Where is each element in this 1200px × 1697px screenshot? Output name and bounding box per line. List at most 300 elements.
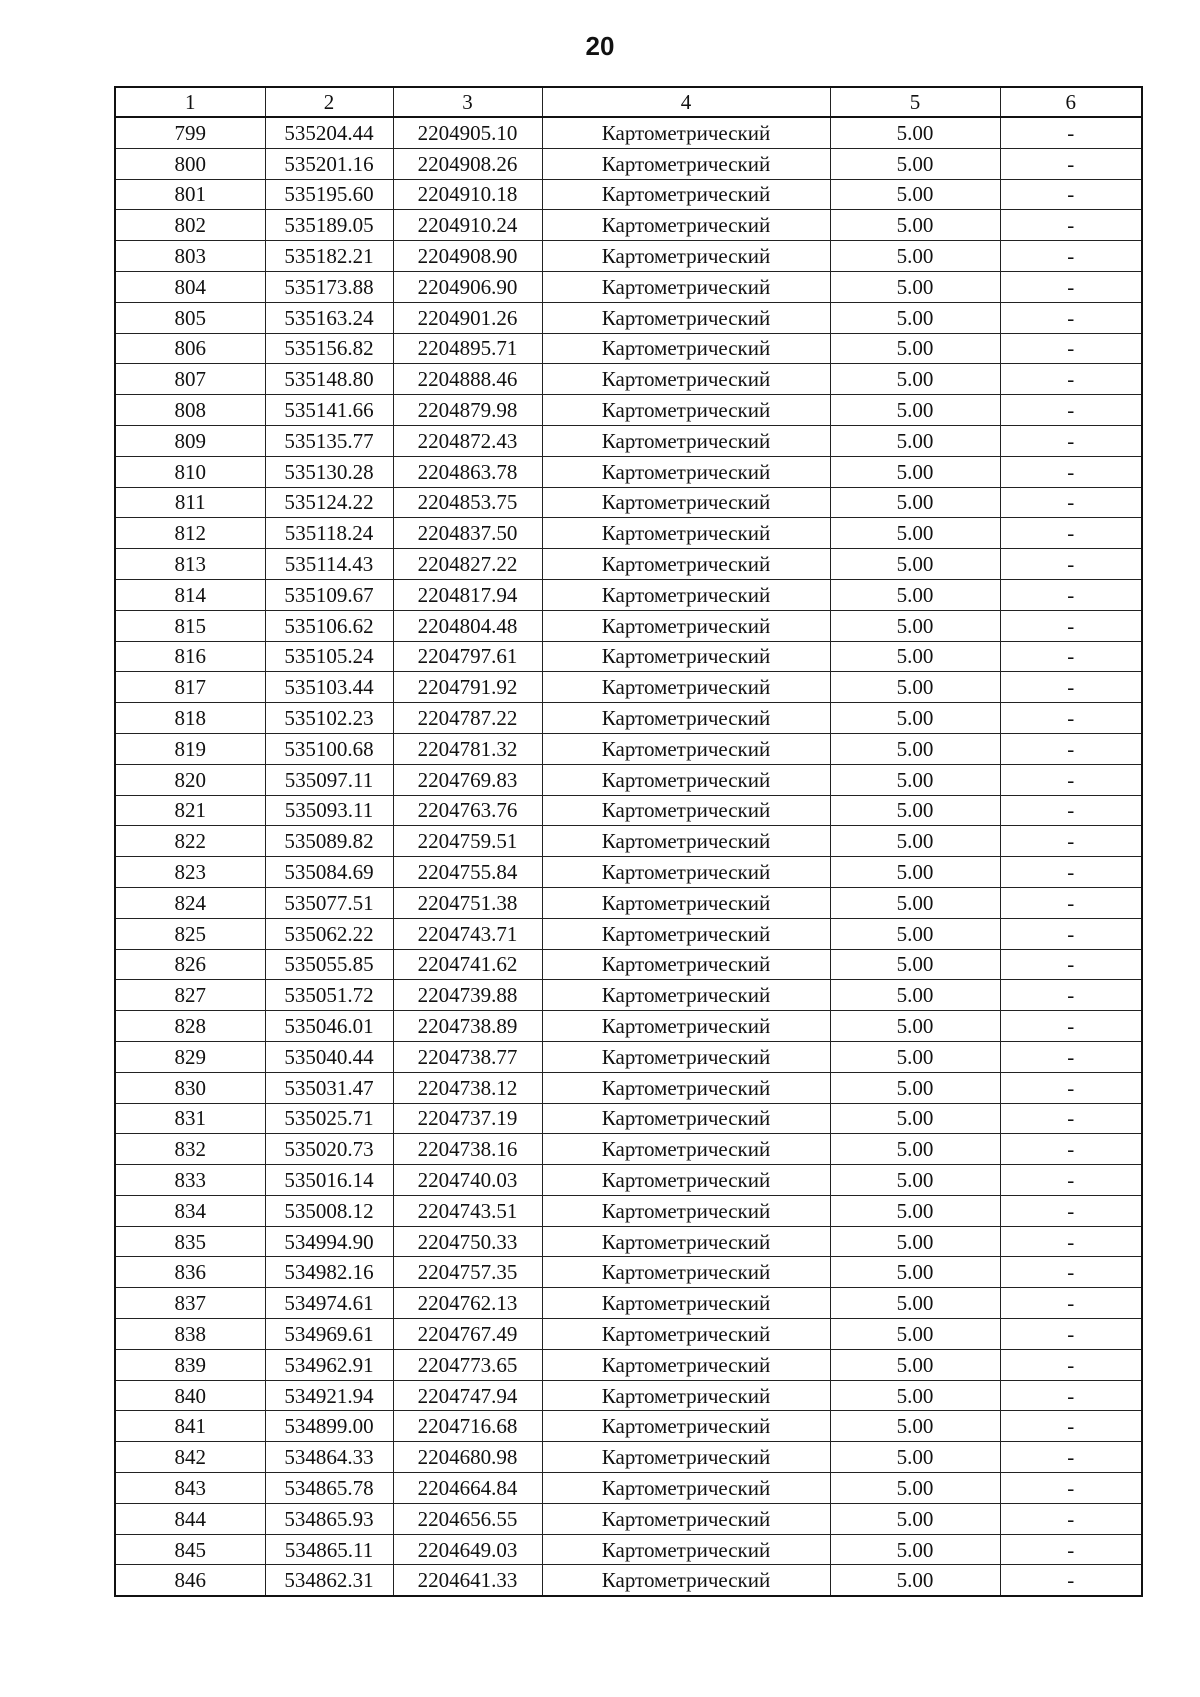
method-cell: Картометрический	[542, 1319, 830, 1350]
x-coordinate-cell: 535141.66	[265, 395, 393, 426]
method-cell: Картометрический	[542, 887, 830, 918]
note-cell: -	[1000, 333, 1142, 364]
accuracy-cell: 5.00	[830, 1442, 1000, 1473]
method-cell: Картометрический	[542, 333, 830, 364]
method-cell: Картометрический	[542, 610, 830, 641]
point-number-cell: 816	[115, 641, 265, 672]
column-header-6: 6	[1000, 87, 1142, 117]
accuracy-cell: 5.00	[830, 641, 1000, 672]
x-coordinate-cell: 534962.91	[265, 1349, 393, 1380]
y-coordinate-cell: 2204649.03	[393, 1534, 542, 1565]
point-number-cell: 812	[115, 518, 265, 549]
table-row	[115, 1288, 1142, 1319]
table-header	[115, 87, 1142, 117]
method-cell: Картометрический	[542, 949, 830, 980]
x-coordinate-cell: 534864.33	[265, 1442, 393, 1473]
point-number-cell: 834	[115, 1195, 265, 1226]
y-coordinate-cell: 2204769.83	[393, 764, 542, 795]
method-cell: Картометрический	[542, 579, 830, 610]
table-row	[115, 302, 1142, 333]
accuracy-cell: 5.00	[830, 610, 1000, 641]
note-cell: -	[1000, 148, 1142, 179]
accuracy-cell: 5.00	[830, 1534, 1000, 1565]
point-number-cell: 828	[115, 1011, 265, 1042]
note-cell: -	[1000, 1411, 1142, 1442]
table-row	[115, 1319, 1142, 1350]
y-coordinate-cell: 2204738.16	[393, 1134, 542, 1165]
point-number-cell: 831	[115, 1103, 265, 1134]
table-row	[115, 425, 1142, 456]
table-row	[115, 1411, 1142, 1442]
method-cell: Картометрический	[542, 425, 830, 456]
point-number-cell: 829	[115, 1041, 265, 1072]
y-coordinate-cell: 2204872.43	[393, 425, 542, 456]
accuracy-cell: 5.00	[830, 1257, 1000, 1288]
method-cell: Картометрический	[542, 549, 830, 580]
table-row	[115, 980, 1142, 1011]
x-coordinate-cell: 535173.88	[265, 271, 393, 302]
accuracy-cell: 5.00	[830, 1195, 1000, 1226]
point-number-cell: 808	[115, 395, 265, 426]
y-coordinate-cell: 2204750.33	[393, 1226, 542, 1257]
point-number-cell: 818	[115, 703, 265, 734]
method-cell: Картометрический	[542, 672, 830, 703]
y-coordinate-cell: 2204773.65	[393, 1349, 542, 1380]
accuracy-cell: 5.00	[830, 395, 1000, 426]
method-cell: Картометрический	[542, 210, 830, 241]
point-number-cell: 835	[115, 1226, 265, 1257]
table-row	[115, 857, 1142, 888]
y-coordinate-cell: 2204906.90	[393, 271, 542, 302]
table-row	[115, 918, 1142, 949]
note-cell: -	[1000, 1103, 1142, 1134]
table-row	[115, 579, 1142, 610]
accuracy-cell: 5.00	[830, 549, 1000, 580]
accuracy-cell: 5.00	[830, 733, 1000, 764]
table-row	[115, 887, 1142, 918]
table-row	[115, 456, 1142, 487]
accuracy-cell: 5.00	[830, 1041, 1000, 1072]
table-row	[115, 1041, 1142, 1072]
note-cell: -	[1000, 179, 1142, 210]
table-row	[115, 395, 1142, 426]
method-cell: Картометрический	[542, 1257, 830, 1288]
table-row	[115, 1134, 1142, 1165]
point-number-cell: 838	[115, 1319, 265, 1350]
point-number-cell: 819	[115, 733, 265, 764]
table-row	[115, 117, 1142, 148]
y-coordinate-cell: 2204853.75	[393, 487, 542, 518]
header-row	[115, 87, 1142, 117]
method-cell: Картометрический	[542, 1534, 830, 1565]
x-coordinate-cell: 534969.61	[265, 1319, 393, 1350]
note-cell: -	[1000, 271, 1142, 302]
x-coordinate-cell: 534921.94	[265, 1380, 393, 1411]
note-cell: -	[1000, 1319, 1142, 1350]
x-coordinate-cell: 534982.16	[265, 1257, 393, 1288]
y-coordinate-cell: 2204797.61	[393, 641, 542, 672]
y-coordinate-cell: 2204757.35	[393, 1257, 542, 1288]
y-coordinate-cell: 2204910.24	[393, 210, 542, 241]
point-number-cell: 821	[115, 795, 265, 826]
x-coordinate-cell: 535025.71	[265, 1103, 393, 1134]
page-number: 20	[585, 31, 615, 61]
accuracy-cell: 5.00	[830, 672, 1000, 703]
table-row	[115, 1349, 1142, 1380]
x-coordinate-cell: 535008.12	[265, 1195, 393, 1226]
note-cell: -	[1000, 887, 1142, 918]
accuracy-cell: 5.00	[830, 302, 1000, 333]
table-row	[115, 795, 1142, 826]
point-number-cell: 815	[115, 610, 265, 641]
y-coordinate-cell: 2204738.89	[393, 1011, 542, 1042]
column-header-5: 5	[830, 87, 1000, 117]
point-number-cell: 801	[115, 179, 265, 210]
point-number-cell: 827	[115, 980, 265, 1011]
table-row	[115, 672, 1142, 703]
point-number-cell: 814	[115, 579, 265, 610]
note-cell: -	[1000, 1257, 1142, 1288]
note-cell: -	[1000, 1134, 1142, 1165]
point-number-cell: 811	[115, 487, 265, 518]
table-row	[115, 1257, 1142, 1288]
note-cell: -	[1000, 117, 1142, 148]
method-cell: Картометрический	[542, 918, 830, 949]
accuracy-cell: 5.00	[830, 980, 1000, 1011]
x-coordinate-cell: 534865.93	[265, 1503, 393, 1534]
x-coordinate-cell: 535040.44	[265, 1041, 393, 1072]
y-coordinate-cell: 2204751.38	[393, 887, 542, 918]
y-coordinate-cell: 2204743.71	[393, 918, 542, 949]
accuracy-cell: 5.00	[830, 1349, 1000, 1380]
accuracy-cell: 5.00	[830, 1165, 1000, 1196]
y-coordinate-cell: 2204739.88	[393, 980, 542, 1011]
column-header-4: 4	[542, 87, 830, 117]
x-coordinate-cell: 535130.28	[265, 456, 393, 487]
accuracy-cell: 5.00	[830, 826, 1000, 857]
y-coordinate-cell: 2204787.22	[393, 703, 542, 734]
x-coordinate-cell: 535124.22	[265, 487, 393, 518]
y-coordinate-cell: 2204888.46	[393, 364, 542, 395]
point-number-cell: 825	[115, 918, 265, 949]
method-cell: Картометрический	[542, 456, 830, 487]
note-cell: -	[1000, 1226, 1142, 1257]
accuracy-cell: 5.00	[830, 1103, 1000, 1134]
note-cell: -	[1000, 1011, 1142, 1042]
x-coordinate-cell: 534974.61	[265, 1288, 393, 1319]
x-coordinate-cell: 535201.16	[265, 148, 393, 179]
x-coordinate-cell: 535051.72	[265, 980, 393, 1011]
y-coordinate-cell: 2204738.77	[393, 1041, 542, 1072]
method-cell: Картометрический	[542, 1380, 830, 1411]
x-coordinate-cell: 535163.24	[265, 302, 393, 333]
y-coordinate-cell: 2204743.51	[393, 1195, 542, 1226]
note-cell: -	[1000, 733, 1142, 764]
y-coordinate-cell: 2204716.68	[393, 1411, 542, 1442]
method-cell: Картометрический	[542, 980, 830, 1011]
x-coordinate-cell: 535114.43	[265, 549, 393, 580]
accuracy-cell: 5.00	[830, 703, 1000, 734]
note-cell: -	[1000, 395, 1142, 426]
point-number-cell: 809	[115, 425, 265, 456]
table-row	[115, 949, 1142, 980]
x-coordinate-cell: 535089.82	[265, 826, 393, 857]
method-cell: Картометрический	[542, 148, 830, 179]
table-row	[115, 1195, 1142, 1226]
point-number-cell: 813	[115, 549, 265, 580]
x-coordinate-cell: 535055.85	[265, 949, 393, 980]
y-coordinate-cell: 2204656.55	[393, 1503, 542, 1534]
accuracy-cell: 5.00	[830, 456, 1000, 487]
point-number-cell: 832	[115, 1134, 265, 1165]
table-row	[115, 364, 1142, 395]
y-coordinate-cell: 2204908.90	[393, 241, 542, 272]
method-cell: Картометрический	[542, 518, 830, 549]
note-cell: -	[1000, 210, 1142, 241]
point-number-cell: 800	[115, 148, 265, 179]
accuracy-cell: 5.00	[830, 1503, 1000, 1534]
point-number-cell: 805	[115, 302, 265, 333]
y-coordinate-cell: 2204747.94	[393, 1380, 542, 1411]
x-coordinate-cell: 535118.24	[265, 518, 393, 549]
point-number-cell: 817	[115, 672, 265, 703]
note-cell: -	[1000, 518, 1142, 549]
x-coordinate-cell: 535100.68	[265, 733, 393, 764]
accuracy-cell: 5.00	[830, 364, 1000, 395]
note-cell: -	[1000, 1534, 1142, 1565]
note-cell: -	[1000, 1288, 1142, 1319]
method-cell: Картометрический	[542, 395, 830, 426]
point-number-cell: 823	[115, 857, 265, 888]
method-cell: Картометрический	[542, 641, 830, 672]
point-number-cell: 807	[115, 364, 265, 395]
x-coordinate-cell: 535156.82	[265, 333, 393, 364]
x-coordinate-cell: 535135.77	[265, 425, 393, 456]
point-number-cell: 833	[115, 1165, 265, 1196]
table-row	[115, 1380, 1142, 1411]
method-cell: Картометрический	[542, 857, 830, 888]
y-coordinate-cell: 2204817.94	[393, 579, 542, 610]
note-cell: -	[1000, 918, 1142, 949]
accuracy-cell: 5.00	[830, 487, 1000, 518]
note-cell: -	[1000, 795, 1142, 826]
method-cell: Картометрический	[542, 1072, 830, 1103]
accuracy-cell: 5.00	[830, 1072, 1000, 1103]
table-row	[115, 826, 1142, 857]
note-cell: -	[1000, 487, 1142, 518]
accuracy-cell: 5.00	[830, 1319, 1000, 1350]
method-cell: Картометрический	[542, 795, 830, 826]
point-number-cell: 842	[115, 1442, 265, 1473]
table-row	[115, 1165, 1142, 1196]
point-number-cell: 837	[115, 1288, 265, 1319]
point-number-cell: 845	[115, 1534, 265, 1565]
x-coordinate-cell: 535195.60	[265, 179, 393, 210]
y-coordinate-cell: 2204781.32	[393, 733, 542, 764]
y-coordinate-cell: 2204837.50	[393, 518, 542, 549]
y-coordinate-cell: 2204762.13	[393, 1288, 542, 1319]
note-cell: -	[1000, 980, 1142, 1011]
column-header-2: 2	[265, 87, 393, 117]
point-number-cell: 836	[115, 1257, 265, 1288]
point-number-cell: 844	[115, 1503, 265, 1534]
y-coordinate-cell: 2204763.76	[393, 795, 542, 826]
table-row	[115, 1442, 1142, 1473]
point-number-cell: 810	[115, 456, 265, 487]
method-cell: Картометрический	[542, 1473, 830, 1504]
y-coordinate-cell: 2204759.51	[393, 826, 542, 857]
table-row	[115, 179, 1142, 210]
method-cell: Картометрический	[542, 1195, 830, 1226]
point-number-cell: 804	[115, 271, 265, 302]
method-cell: Картометрический	[542, 1288, 830, 1319]
table-row	[115, 1011, 1142, 1042]
column-header-3: 3	[393, 87, 542, 117]
note-cell: -	[1000, 1072, 1142, 1103]
note-cell: -	[1000, 425, 1142, 456]
column-header-1: 1	[115, 87, 265, 117]
note-cell: -	[1000, 641, 1142, 672]
table-row	[115, 1226, 1142, 1257]
note-cell: -	[1000, 610, 1142, 641]
table-row	[115, 1534, 1142, 1565]
x-coordinate-cell: 535106.62	[265, 610, 393, 641]
y-coordinate-cell: 2204908.26	[393, 148, 542, 179]
method-cell: Картометрический	[542, 1565, 830, 1596]
y-coordinate-cell: 2204905.10	[393, 117, 542, 148]
point-number-cell: 822	[115, 826, 265, 857]
x-coordinate-cell: 534994.90	[265, 1226, 393, 1257]
x-coordinate-cell: 535020.73	[265, 1134, 393, 1165]
x-coordinate-cell: 535097.11	[265, 764, 393, 795]
y-coordinate-cell: 2204641.33	[393, 1565, 542, 1596]
note-cell: -	[1000, 764, 1142, 795]
accuracy-cell: 5.00	[830, 1473, 1000, 1504]
note-cell: -	[1000, 1565, 1142, 1596]
point-number-cell: 840	[115, 1380, 265, 1411]
note-cell: -	[1000, 1041, 1142, 1072]
accuracy-cell: 5.00	[830, 271, 1000, 302]
accuracy-cell: 5.00	[830, 1011, 1000, 1042]
y-coordinate-cell: 2204791.92	[393, 672, 542, 703]
y-coordinate-cell: 2204879.98	[393, 395, 542, 426]
table-row	[115, 1565, 1142, 1596]
note-cell: -	[1000, 1349, 1142, 1380]
point-number-cell: 830	[115, 1072, 265, 1103]
note-cell: -	[1000, 1380, 1142, 1411]
x-coordinate-cell: 535031.47	[265, 1072, 393, 1103]
coordinates-table	[114, 86, 1143, 1597]
method-cell: Картометрический	[542, 1134, 830, 1165]
y-coordinate-cell: 2204738.12	[393, 1072, 542, 1103]
point-number-cell: 843	[115, 1473, 265, 1504]
note-cell: -	[1000, 549, 1142, 580]
note-cell: -	[1000, 1503, 1142, 1534]
table-row	[115, 764, 1142, 795]
x-coordinate-cell: 535093.11	[265, 795, 393, 826]
accuracy-cell: 5.00	[830, 949, 1000, 980]
accuracy-cell: 5.00	[830, 1411, 1000, 1442]
note-cell: -	[1000, 456, 1142, 487]
y-coordinate-cell: 2204741.62	[393, 949, 542, 980]
point-number-cell: 846	[115, 1565, 265, 1596]
y-coordinate-cell: 2204737.19	[393, 1103, 542, 1134]
method-cell: Картометрический	[542, 1011, 830, 1042]
x-coordinate-cell: 535103.44	[265, 672, 393, 703]
method-cell: Картометрический	[542, 826, 830, 857]
note-cell: -	[1000, 302, 1142, 333]
note-cell: -	[1000, 857, 1142, 888]
x-coordinate-cell: 535109.67	[265, 579, 393, 610]
method-cell: Картометрический	[542, 1226, 830, 1257]
accuracy-cell: 5.00	[830, 1565, 1000, 1596]
method-cell: Картометрический	[542, 1411, 830, 1442]
note-cell: -	[1000, 1473, 1142, 1504]
point-number-cell: 806	[115, 333, 265, 364]
point-number-cell: 824	[115, 887, 265, 918]
x-coordinate-cell: 535016.14	[265, 1165, 393, 1196]
x-coordinate-cell: 535105.24	[265, 641, 393, 672]
x-coordinate-cell: 535077.51	[265, 887, 393, 918]
table-row	[115, 610, 1142, 641]
table-row	[115, 241, 1142, 272]
y-coordinate-cell: 2204664.84	[393, 1473, 542, 1504]
method-cell: Картометрический	[542, 364, 830, 395]
y-coordinate-cell: 2204910.18	[393, 179, 542, 210]
x-coordinate-cell: 534862.31	[265, 1565, 393, 1596]
method-cell: Картометрический	[542, 764, 830, 795]
method-cell: Картометрический	[542, 117, 830, 148]
accuracy-cell: 5.00	[830, 795, 1000, 826]
accuracy-cell: 5.00	[830, 857, 1000, 888]
accuracy-cell: 5.00	[830, 887, 1000, 918]
accuracy-cell: 5.00	[830, 918, 1000, 949]
table-row	[115, 333, 1142, 364]
note-cell: -	[1000, 364, 1142, 395]
table-row	[115, 148, 1142, 179]
accuracy-cell: 5.00	[830, 333, 1000, 364]
point-number-cell: 802	[115, 210, 265, 241]
table-row	[115, 210, 1142, 241]
x-coordinate-cell: 535182.21	[265, 241, 393, 272]
table-row	[115, 1473, 1142, 1504]
accuracy-cell: 5.00	[830, 210, 1000, 241]
note-cell: -	[1000, 579, 1142, 610]
accuracy-cell: 5.00	[830, 148, 1000, 179]
point-number-cell: 803	[115, 241, 265, 272]
accuracy-cell: 5.00	[830, 764, 1000, 795]
accuracy-cell: 5.00	[830, 1134, 1000, 1165]
method-cell: Картометрический	[542, 241, 830, 272]
point-number-cell: 826	[115, 949, 265, 980]
method-cell: Картометрический	[542, 302, 830, 333]
point-number-cell: 799	[115, 117, 265, 148]
table-row	[115, 271, 1142, 302]
y-coordinate-cell: 2204767.49	[393, 1319, 542, 1350]
table-row	[115, 1503, 1142, 1534]
table-row	[115, 733, 1142, 764]
x-coordinate-cell: 535084.69	[265, 857, 393, 888]
y-coordinate-cell: 2204740.03	[393, 1165, 542, 1196]
note-cell: -	[1000, 1195, 1142, 1226]
method-cell: Картометрический	[542, 487, 830, 518]
note-cell: -	[1000, 826, 1142, 857]
accuracy-cell: 5.00	[830, 1380, 1000, 1411]
y-coordinate-cell: 2204755.84	[393, 857, 542, 888]
table-body	[115, 117, 1142, 1596]
accuracy-cell: 5.00	[830, 179, 1000, 210]
table-row	[115, 703, 1142, 734]
